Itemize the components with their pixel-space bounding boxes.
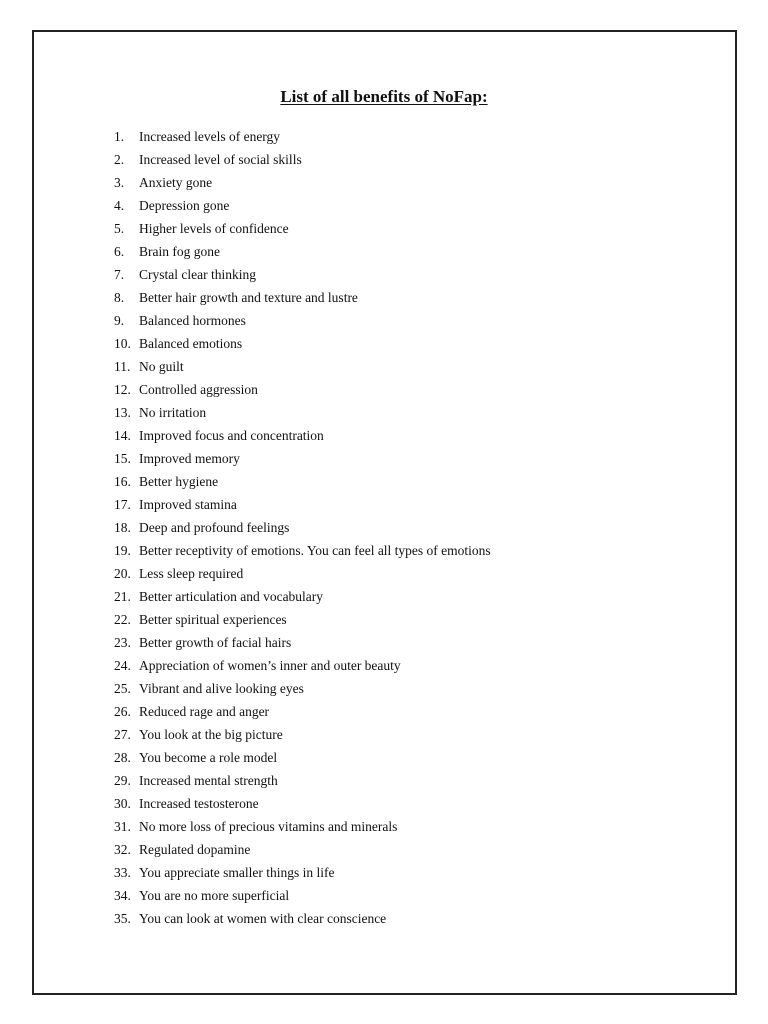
list-item-text: Anxiety gone — [139, 175, 213, 190]
list-item-text: Increased level of social skills — [139, 152, 302, 167]
list-item-number: 23. — [114, 635, 131, 650]
list-item-text: Improved stamina — [139, 497, 237, 512]
list-item-text: Brain fog gone — [139, 244, 220, 259]
list-item-number: 1. — [114, 129, 125, 144]
list-item-number: 35. — [114, 911, 131, 926]
list-item-text: Vibrant and alive looking eyes — [139, 681, 304, 696]
list-item-text: Better receptivity of emotions. You can feel all types of emotions — [139, 543, 491, 558]
list-item-text: Higher levels of confidence — [139, 221, 289, 236]
list-item-number: 18. — [114, 520, 131, 535]
list-item-number: 3. — [114, 175, 125, 190]
list-item-text: Increased testosterone — [139, 796, 259, 811]
list-item-text: Improved memory — [139, 451, 240, 466]
list-item-text: You become a role model — [139, 750, 278, 765]
list-item-text: Better spiritual experiences — [139, 612, 287, 627]
list-item-number: 4. — [114, 198, 125, 213]
list-item-number: 10. — [114, 336, 131, 351]
list-item-number: 28. — [114, 750, 131, 765]
list-item-number: 31. — [114, 819, 131, 834]
list-item-number: 2. — [114, 152, 125, 167]
list-item-number: 13. — [114, 405, 131, 420]
list-item-number: 19. — [114, 543, 131, 558]
list-item-number: 34. — [114, 888, 131, 903]
list-item-number: 16. — [114, 474, 131, 489]
list-item-number: 6. — [114, 244, 125, 259]
list-item-number: 12. — [114, 382, 131, 397]
list-item-text: Depression gone — [139, 198, 230, 213]
list-item-text: No irritation — [139, 405, 207, 420]
list-item-text: Reduced rage and anger — [139, 704, 270, 719]
list-item-number: 15. — [114, 451, 131, 466]
list-item-text: Controlled aggression — [139, 382, 258, 397]
list-item-text: Improved focus and concentration — [139, 428, 324, 443]
list-item-text: Better growth of facial hairs — [139, 635, 292, 650]
list-item-text: Less sleep required — [139, 566, 244, 581]
list-item-number: 32. — [114, 842, 131, 857]
list-item-number: 30. — [114, 796, 131, 811]
list-item-text: You look at the big picture — [139, 727, 283, 742]
list-item-text: Increased mental strength — [139, 773, 278, 788]
list-item-text: You appreciate smaller things in life — [139, 865, 335, 880]
list-item-number: 11. — [114, 359, 131, 374]
list-item-text: Balanced emotions — [139, 336, 243, 351]
list-item-text: No more loss of precious vitamins and minerals — [139, 819, 398, 834]
list-item-text: Better hair growth and texture and lustre — [139, 290, 358, 305]
list-item-text: Better articulation and vocabulary — [139, 589, 324, 604]
list-item-text: No guilt — [139, 359, 184, 374]
list-item-text: Appreciation of women’s inner and outer beauty — [139, 658, 401, 673]
list-item-text: Balanced hormones — [139, 313, 246, 328]
list-item-text: Better hygiene — [139, 474, 219, 489]
list-item-number: 7. — [114, 267, 125, 282]
list-item-number: 24. — [114, 658, 131, 673]
list-item-text: Crystal clear thinking — [139, 267, 256, 282]
list-item-number: 27. — [114, 727, 131, 742]
list-item-number: 26. — [114, 704, 131, 719]
list-item-number: 25. — [114, 681, 131, 696]
list-item-text: Increased levels of energy — [139, 129, 281, 144]
list-item-number: 17. — [114, 497, 131, 512]
list-item-number: 33. — [114, 865, 131, 880]
list-item-number: 8. — [114, 290, 125, 305]
list-item-number: 22. — [114, 612, 131, 627]
list-item-text: Deep and profound feelings — [139, 520, 290, 535]
list-item-text: You can look at women with clear conscience — [139, 911, 387, 926]
list-item-number: 5. — [114, 221, 125, 236]
list-item-number: 29. — [114, 773, 131, 788]
list-item-text: Regulated dopamine — [139, 842, 251, 857]
document-title: List of all benefits of NoFap: — [280, 87, 488, 106]
list-item-number: 20. — [114, 566, 131, 581]
list-item-number: 21. — [114, 589, 131, 604]
list-item-number: 14. — [114, 428, 131, 443]
list-item-number: 9. — [114, 313, 125, 328]
list-item-text: You are no more superficial — [139, 888, 290, 903]
